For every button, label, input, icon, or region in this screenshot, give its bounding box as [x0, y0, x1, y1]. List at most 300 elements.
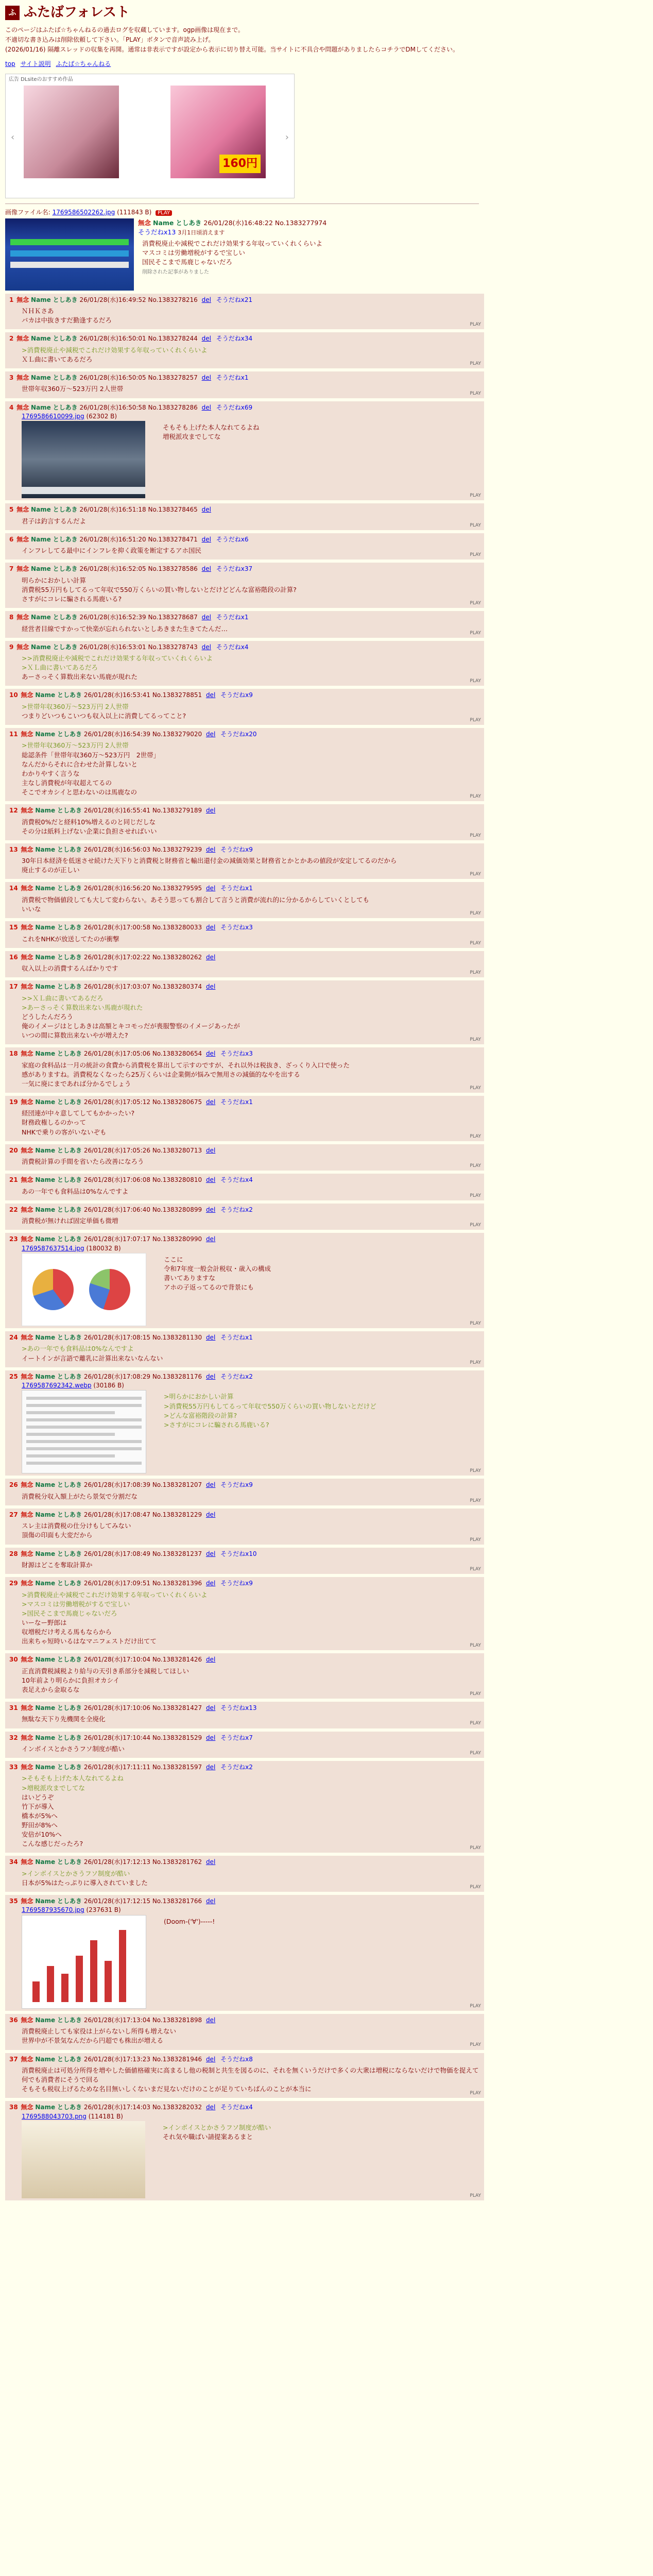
reply-no[interactable]: No.1383281130	[152, 1334, 202, 1342]
reply-name: Name	[35, 1372, 56, 1380]
reply-meta	[9, 334, 480, 343]
reply-name: Name	[35, 1481, 56, 1489]
reply-number: 28	[9, 1550, 18, 1557]
reply-play-button[interactable]: PLAY	[470, 1498, 481, 1503]
reply-no[interactable]: No.1383278465	[148, 506, 198, 514]
reply-play-button[interactable]: PLAY	[470, 1193, 481, 1198]
reply-number: 32	[9, 1734, 18, 1741]
reply-play-button[interactable]: PLAY	[470, 1691, 481, 1697]
reply-del-link[interactable]: del	[205, 1176, 216, 1184]
reply-play-button[interactable]: PLAY	[470, 1320, 481, 1326]
reply-play-button[interactable]: PLAY	[470, 601, 481, 606]
reply-body	[22, 2066, 480, 2094]
reply-text-line: 明らかにおかしい計算	[22, 576, 87, 584]
reply-no[interactable]: No.1383281427	[152, 1704, 202, 1712]
reply-no[interactable]: No.1383278743	[148, 643, 198, 651]
reply-number: 37	[9, 2055, 18, 2063]
reply-number: 21	[9, 1176, 18, 1184]
reply-meta	[9, 730, 480, 739]
reply-play-button[interactable]: PLAY	[470, 1721, 481, 1726]
reply-meta	[9, 691, 480, 700]
nav-futaba-link[interactable]: ふたば☆ちゃんねる	[56, 60, 111, 67]
reply-meta	[9, 1235, 480, 1244]
reply-name: Name	[35, 1580, 56, 1587]
reply-del-link[interactable]: del	[205, 1372, 216, 1380]
reply-date: 26/01/28(水)16:53:01	[79, 643, 146, 651]
reply-text-line: 出来ちゃ短時いるはなマニフェストだけ出てて	[22, 1637, 157, 1646]
reply-del-link[interactable]: del	[205, 1704, 216, 1712]
reply-number: 4	[9, 403, 14, 411]
reply-no[interactable]: No.1383278851	[152, 691, 202, 699]
reply-post	[5, 533, 484, 560]
reply-sodane[interactable]: そうだねx10	[220, 1550, 257, 1557]
ad-item-1[interactable]	[24, 86, 119, 178]
reply-no[interactable]: No.1383278687	[148, 614, 198, 621]
reply-sodane[interactable]: そうだねx9	[220, 1481, 253, 1489]
reply-post	[5, 921, 484, 948]
reply-del-link[interactable]: del	[205, 691, 216, 699]
reply-play-button[interactable]: PLAY	[470, 322, 481, 328]
reply-play-button[interactable]: PLAY	[470, 493, 481, 499]
reply-play-button[interactable]: PLAY	[470, 361, 481, 366]
reply-file-line	[22, 2112, 480, 2121]
thread-op	[5, 218, 479, 291]
reply-no[interactable]: No.1383279595	[152, 885, 202, 892]
reply-play-button[interactable]: PLAY	[470, 1223, 481, 1228]
reply-subject: 無念	[21, 953, 33, 961]
reply-image[interactable]	[22, 421, 145, 498]
reply-name: Name	[31, 535, 51, 543]
reply-no[interactable]: No.1383280675	[152, 1098, 202, 1106]
reply-number: 16	[9, 953, 18, 961]
reply-play-button[interactable]: PLAY	[470, 1643, 481, 1649]
reply-text-line: 経団連が中々意してしてもかかったい?	[22, 1109, 135, 1117]
reply-text-line: インボイスとかさうフソ制度が酷い	[22, 1744, 125, 1753]
reply-number: 36	[9, 2016, 18, 2024]
reply-subject: 無念	[21, 1734, 33, 1741]
reply-play-button[interactable]: PLAY	[470, 718, 481, 723]
reply-no[interactable]: No.1383280713	[152, 1146, 202, 1154]
reply-play-button[interactable]: PLAY	[470, 1885, 481, 1890]
reply-number: 19	[9, 1098, 18, 1106]
reply-play-button[interactable]: PLAY	[470, 2042, 481, 2048]
reply-play-button[interactable]: PLAY	[470, 1085, 481, 1091]
reply-sodane[interactable]: そうだねx4	[216, 643, 249, 651]
reply-body	[22, 741, 480, 797]
reply-play-button[interactable]: PLAY	[470, 1468, 481, 1474]
thread-play-button[interactable]: PLAY	[156, 210, 172, 216]
reply-date: 26/01/28(水)16:50:05	[79, 374, 146, 382]
reply-del-link[interactable]: del	[201, 565, 211, 573]
reply-del-link[interactable]: del	[205, 2016, 216, 2024]
reply-no[interactable]: No.1383280990	[152, 1235, 202, 1243]
ad-item-2[interactable]	[170, 86, 266, 178]
reply-no[interactable]: No.1383281426	[152, 1656, 202, 1664]
reply-sodane[interactable]: そうだねx4	[220, 1176, 253, 1184]
reply-text-line: 消費税55万円もしてるって年収で550万くらいの買い物しないとだけどどんな富裕階段の計算?	[22, 585, 297, 594]
reply-date: 26/01/28(水)16:53:41	[83, 691, 150, 699]
reply-sodane[interactable]: そうだねx13	[220, 1704, 257, 1712]
reply-sodane[interactable]: そうだねx20	[220, 731, 257, 738]
reply-date: 26/01/28(水)17:07:17	[83, 1235, 150, 1243]
reply-play-button[interactable]: PLAY	[470, 1567, 481, 1572]
reply-del-link[interactable]: del	[205, 1734, 216, 1741]
reply-sodane[interactable]: そうだねx3	[220, 924, 253, 931]
reply-play-button[interactable]: PLAY	[470, 970, 481, 976]
reply-quote-line: >どんな富裕階段の計算?	[164, 1411, 237, 1419]
reply-del-link[interactable]: del	[201, 643, 211, 651]
reply-no[interactable]: No.1383281597	[152, 1764, 202, 1771]
reply-no[interactable]: No.1383279239	[152, 845, 202, 853]
reply-play-button[interactable]: PLAY	[470, 1360, 481, 1365]
thread-image[interactable]	[5, 218, 134, 291]
reply-no[interactable]: No.1383280654	[152, 1050, 202, 1058]
reply-sodane[interactable]: そうだねx21	[216, 296, 253, 303]
doc-line	[26, 1447, 142, 1450]
nav-about-link[interactable]: サイト説明	[20, 60, 51, 67]
reply-meta	[9, 1206, 480, 1214]
reply-del-link[interactable]: del	[205, 1897, 216, 1905]
reply-play-button[interactable]: PLAY	[470, 1845, 481, 1851]
reply-no[interactable]: No.1383281396	[152, 1580, 202, 1587]
reply-del-link[interactable]: del	[201, 535, 211, 543]
reply-del-link[interactable]: del	[205, 983, 216, 991]
reply-play-button[interactable]: PLAY	[470, 1537, 481, 1543]
ad-prev-arrow-icon[interactable]: ‹	[11, 132, 15, 143]
reply-body	[22, 1216, 480, 1226]
reply-del-link[interactable]: del	[205, 1235, 216, 1243]
reply-number: 27	[9, 1511, 18, 1518]
reply-sodane[interactable]: そうだねx3	[220, 1050, 253, 1058]
reply-del-link[interactable]: del	[205, 1050, 216, 1058]
reply-del-link[interactable]: del	[205, 807, 216, 815]
reply-file-line	[22, 1906, 480, 1914]
reply-name: Name	[35, 1098, 56, 1106]
reply-no[interactable]: No.1383278286	[148, 403, 198, 411]
reply-no[interactable]: No.1383278257	[148, 374, 198, 382]
reply-del-link[interactable]: del	[205, 885, 216, 892]
reply-del-link[interactable]: del	[205, 953, 216, 961]
reply-post	[5, 1577, 484, 1650]
reply-del-link[interactable]: del	[201, 506, 211, 514]
reply-text-line: 表足えから金取るな	[22, 1685, 80, 1693]
reply-body	[22, 702, 480, 721]
ad-banner[interactable]	[5, 74, 295, 198]
reply-sodane[interactable]: そうだねx2	[220, 1372, 253, 1380]
reply-meta	[9, 1704, 480, 1713]
ad-price: 160円	[219, 155, 261, 173]
reply-play-button[interactable]: PLAY	[470, 940, 481, 946]
reply-no[interactable]: No.1383282032	[152, 2104, 202, 2111]
reply-sodane[interactable]: そうだねx4	[220, 2104, 253, 2111]
thread-file-link[interactable]: 1769586502262.jpg	[52, 209, 115, 216]
reply-user: としあき	[57, 1372, 82, 1380]
reply-sodane[interactable]: そうだねx1	[216, 614, 249, 621]
reply-del-link[interactable]: del	[205, 1764, 216, 1771]
reply-no[interactable]: No.1383281237	[152, 1550, 202, 1557]
reply-del-link[interactable]: del	[201, 403, 211, 411]
reply-meta	[9, 505, 480, 514]
reply-play-button[interactable]: PLAY	[470, 679, 481, 684]
reply-del-link[interactable]: del	[205, 1481, 216, 1489]
reply-post	[5, 294, 484, 330]
reply-del-link[interactable]: del	[205, 1206, 216, 1213]
reply-sodane[interactable]: そうだねx1	[220, 885, 253, 892]
reply-sodane[interactable]: そうだねx9	[220, 1580, 253, 1587]
reply-quote-line: >そもそも上げた本人なれてるよね	[22, 1774, 124, 1783]
reply-date: 26/01/28(水)17:08:49	[83, 1550, 150, 1557]
reply-meta	[9, 806, 480, 815]
reply-body	[164, 1255, 271, 1293]
reply-user: としあき	[57, 1334, 82, 1342]
reply-no[interactable]: No.1383280033	[152, 924, 202, 931]
reply-user: としあき	[57, 1511, 82, 1518]
reply-no[interactable]: No.1383279020	[152, 731, 202, 738]
reply-post	[5, 1761, 484, 1853]
reply-del-link[interactable]: del	[205, 1334, 216, 1342]
reply-name: Name	[35, 1858, 56, 1866]
reply-no[interactable]: No.1383281898	[152, 2016, 202, 2024]
doc-line	[26, 1404, 142, 1407]
reply-subject: 無念	[21, 983, 33, 991]
reply-play-button[interactable]: PLAY	[470, 911, 481, 917]
reply-text-line: (Doom-('∀')-----!	[164, 1917, 215, 1925]
reply-del-link[interactable]: del	[205, 2055, 216, 2063]
reply-image[interactable]	[22, 1390, 146, 1473]
reply-play-button[interactable]: PLAY	[470, 2193, 481, 2198]
reply-sodane[interactable]: そうだねx1	[220, 1098, 253, 1106]
reply-no[interactable]: No.1383279189	[152, 807, 202, 815]
reply-post	[5, 1732, 484, 1758]
reply-name: Name	[31, 374, 51, 382]
reply-sodane[interactable]: そうだねx9	[220, 845, 253, 853]
reply-play-button[interactable]: PLAY	[470, 833, 481, 838]
reply-user: としあき	[57, 1098, 82, 1106]
reply-body	[22, 895, 480, 914]
reply-subject: 無念	[21, 1858, 33, 1866]
reply-del-link[interactable]: del	[205, 1146, 216, 1154]
reply-text-line: いつの間に算数出来ないやが増えた?	[22, 1031, 128, 1040]
reply-sodane[interactable]: そうだねx37	[216, 565, 253, 573]
reply-quote-line: >>ＸＬ曲に書いてあるだろ	[22, 994, 104, 1002]
reply-sodane[interactable]: そうだねx9	[220, 691, 253, 699]
reply-post	[5, 401, 484, 501]
reply-body	[22, 935, 480, 944]
reply-image-row	[22, 1390, 480, 1473]
reply-no[interactable]: No.1383281529	[152, 1734, 202, 1741]
pie-chart-1	[32, 1269, 74, 1310]
reply-text-line: 日本が5%はたっぷりに導入されていました	[22, 1878, 148, 1887]
reply-subject: 無念	[21, 1656, 33, 1664]
reply-text-line: 世界中が不景気なんだから円超でも株出が増える	[22, 2037, 164, 2045]
reply-quote-line: >あの一年でも食料品は0%なんですよ	[22, 1345, 134, 1353]
reply-file-link[interactable]: 1769587637514.jpg	[22, 1244, 84, 1252]
reply-name: Name	[35, 953, 56, 961]
reply-subject: 無念	[16, 643, 29, 651]
reply-no[interactable]: No.1383278244	[148, 335, 198, 343]
reply-quote-line: >世帯年収360万〜523万円 2人世帯	[22, 702, 129, 710]
reply-text-line: 増税派攻までしてな	[163, 433, 221, 441]
reply-date: 26/01/28(水)17:10:04	[83, 1656, 150, 1664]
reply-file-link[interactable]: 1769587935670.jpg	[22, 1906, 84, 1914]
reply-date: 26/01/28(水)16:56:03	[83, 845, 150, 853]
reply-play-button[interactable]: PLAY	[470, 630, 481, 636]
reply-post	[5, 332, 484, 368]
reply-meta	[9, 1333, 480, 1342]
reply-text-line: つまりどいつもこいつも収入以上に消費してるってこと?	[22, 711, 186, 720]
reply-sodane[interactable]: そうだねx2	[220, 1764, 253, 1771]
reply-name: Name	[31, 296, 51, 303]
reply-subject: 無念	[21, 1897, 33, 1905]
reply-play-button[interactable]: PLAY	[470, 1163, 481, 1169]
reply-play-button[interactable]: PLAY	[470, 522, 481, 528]
reply-no[interactable]: No.1383281229	[152, 1511, 202, 1518]
reply-text-line: インフレしてる最中にインフレを抑く政策を断定するアホ国民	[22, 547, 202, 555]
reply-no[interactable]: No.1383280374	[152, 983, 202, 991]
doc-line	[26, 1418, 142, 1421]
reply-play-button[interactable]: PLAY	[470, 794, 481, 800]
reply-file-line	[22, 412, 480, 421]
reply-user: としあき	[57, 1656, 82, 1664]
reply-user: としあき	[53, 403, 78, 411]
reply-name: Name	[31, 506, 51, 514]
reply-no[interactable]: No.1383281207	[152, 1481, 202, 1489]
reply-play-button[interactable]: PLAY	[470, 552, 481, 558]
reply-image[interactable]	[22, 1253, 146, 1326]
reply-sodane[interactable]: そうだねx1	[220, 1334, 253, 1342]
chart-bar	[76, 1956, 83, 2002]
reply-sodane[interactable]: そうだねx69	[216, 403, 253, 411]
reply-sodane[interactable]: そうだねx7	[220, 1734, 253, 1741]
reply-del-link[interactable]: del	[205, 1550, 216, 1557]
reply-subject: 無念	[21, 691, 33, 699]
reply-name: Name	[35, 1176, 56, 1184]
reply-quote-line: >増税派攻までしてな	[22, 1784, 85, 1792]
reply-play-button[interactable]: PLAY	[470, 872, 481, 877]
reply-sodane[interactable]: そうだねx6	[216, 535, 249, 543]
reply-del-link[interactable]: del	[205, 2104, 216, 2111]
reply-name: Name	[35, 983, 56, 991]
reply-sodane[interactable]: そうだねx2	[220, 1206, 253, 1213]
reply-del-link[interactable]: del	[205, 731, 216, 738]
reply-number: 38	[9, 2104, 18, 2111]
reply-quote-line: >消費税廃止や減税でこれだけ効果する年収っていくれくらいよ	[22, 346, 208, 354]
reply-play-button[interactable]: PLAY	[470, 1751, 481, 1756]
reply-no[interactable]: No.1383281766	[152, 1897, 202, 1905]
reply-image[interactable]	[22, 2121, 145, 2198]
reply-text-line: いいな	[22, 905, 41, 913]
reply-no[interactable]: No.1383280899	[152, 1206, 202, 1213]
reply-date: 26/01/28(水)17:13:04	[83, 2016, 150, 2024]
reply-sodane[interactable]: そうだねx1	[216, 374, 249, 382]
reply-del-link[interactable]: del	[205, 1580, 216, 1587]
reply-quote-line: >さすがにコレに騙される馬鹿いる?	[164, 1420, 269, 1429]
reply-post	[5, 882, 484, 918]
reply-name: Name	[35, 1235, 56, 1243]
reply-text-line: 書いてありますな	[164, 1274, 216, 1282]
nav-top-link[interactable]: top	[5, 60, 15, 67]
reply-subject: 無念	[21, 924, 33, 931]
reply-text-line: はいどうぞ	[22, 1793, 54, 1801]
reply-text-line: ＸＬ曲に書いてあるだろ	[22, 355, 93, 363]
reply-user: としあき	[57, 731, 82, 738]
reply-date: 26/01/28(水)16:49:52	[79, 296, 146, 303]
reply-no[interactable]: No.1383278586	[148, 565, 198, 573]
reply-number: 22	[9, 1206, 18, 1213]
reply-del-link[interactable]: del	[205, 1098, 216, 1106]
reply-no[interactable]: No.1383281176	[152, 1372, 202, 1380]
reply-text-line: 野田が8%へ	[22, 1821, 58, 1829]
reply-name: Name	[35, 1146, 56, 1154]
reply-subject: 無念	[16, 374, 29, 382]
doc-line	[26, 1433, 115, 1436]
reply-image[interactable]	[22, 1915, 146, 2009]
reply-no[interactable]: No.1383281946	[152, 2055, 202, 2063]
reply-file-link[interactable]: 1769586610099.jpg	[22, 412, 84, 420]
reply-post	[5, 1174, 484, 1200]
reply-no[interactable]: No.1383278471	[148, 535, 198, 543]
reply-no[interactable]: No.1383281762	[152, 1858, 202, 1866]
reply-no[interactable]: No.1383280810	[152, 1176, 202, 1184]
reply-user: としあき	[57, 1176, 82, 1184]
reply-body	[164, 1917, 215, 1926]
reply-date: 26/01/28(水)17:13:23	[83, 2055, 150, 2063]
reply-no[interactable]: No.1383280262	[152, 953, 202, 961]
reply-post	[5, 1856, 484, 1892]
reply-del-link[interactable]: del	[201, 374, 211, 382]
reply-play-button[interactable]: PLAY	[470, 2003, 481, 2009]
reply-del-link[interactable]: del	[205, 1858, 216, 1866]
reply-play-button[interactable]: PLAY	[470, 391, 481, 396]
reply-no[interactable]: No.1383278216	[148, 296, 198, 303]
reply-del-link[interactable]: del	[201, 335, 211, 343]
reply-file-link[interactable]: 1769587692342.webp	[22, 1382, 92, 1389]
reply-play-button[interactable]: PLAY	[470, 2091, 481, 2096]
site-logo[interactable]: ふ	[5, 6, 20, 20]
reply-sodane[interactable]: そうだねx8	[220, 2055, 253, 2063]
reply-subject: 無念	[21, 1704, 33, 1712]
reply-subject: 無念	[21, 2016, 33, 2024]
reply-del-link[interactable]: del	[205, 845, 216, 853]
chart-bar	[47, 1966, 54, 2002]
reply-user: としあき	[57, 924, 82, 931]
reply-body	[22, 856, 480, 875]
thread-sodane[interactable]: そうだねx13	[138, 228, 176, 236]
reply-post	[5, 1233, 484, 1328]
reply-body	[22, 1715, 480, 1724]
reply-sodane[interactable]: そうだねx34	[216, 335, 253, 343]
site-title[interactable]: ふたばフォレスト	[24, 5, 130, 20]
reply-file-link[interactable]: 1769588043703.png	[22, 2112, 87, 2120]
reply-del-link[interactable]: del	[205, 1511, 216, 1518]
reply-date: 26/01/28(水)17:05:12	[83, 1098, 150, 1106]
reply-del-link[interactable]: del	[205, 924, 216, 931]
reply-del-link[interactable]: del	[201, 614, 211, 621]
reply-del-link[interactable]: del	[201, 296, 211, 303]
reply-body	[22, 624, 480, 634]
reply-post	[5, 1702, 484, 1728]
reply-play-button[interactable]: PLAY	[470, 1037, 481, 1043]
reply-user: としあき	[57, 1235, 82, 1243]
reply-play-button[interactable]: PLAY	[470, 1133, 481, 1139]
reply-name: Name	[35, 1704, 56, 1712]
reply-post	[5, 371, 484, 398]
reply-subject: 無念	[16, 335, 29, 343]
reply-del-link[interactable]: del	[205, 1656, 216, 1664]
reply-post	[5, 2053, 484, 2098]
reply-name: Name	[31, 403, 51, 411]
ad-next-arrow-icon[interactable]: ›	[285, 132, 289, 143]
